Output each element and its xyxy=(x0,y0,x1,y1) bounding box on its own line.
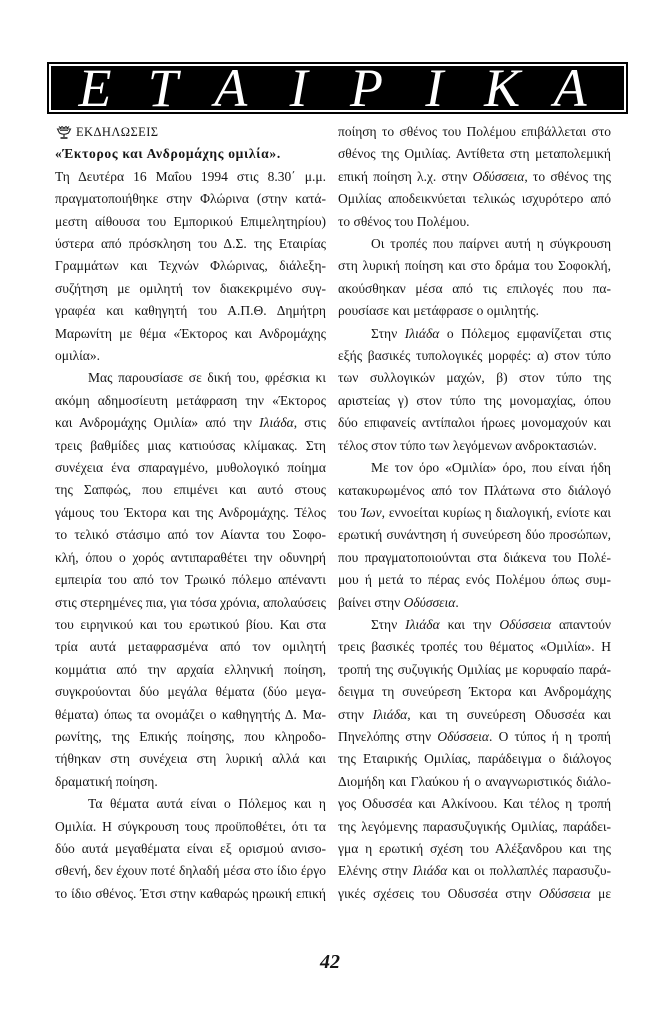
banner-letter: Κ xyxy=(484,58,521,118)
italic-work-title: Ιλιάδα xyxy=(259,415,294,431)
text-line: το ίδιο σθένος. Έτσι στην καθαρώς ηρωική επική xyxy=(55,885,326,901)
text-run: και την xyxy=(439,616,500,632)
text-line: του ειρηνικού και του ερωτικού βίου. Και στα xyxy=(55,616,326,632)
italic-work-title: Οδύσσεια xyxy=(538,885,591,901)
text-line: τρία αυτά μεταφρασμένα από τον ομιλητή xyxy=(55,639,326,655)
text-run: στην xyxy=(338,706,373,722)
banner-letter: Ε xyxy=(78,58,112,118)
text-run: , εννοείται κυρίως η διαλογική, ενίοτε και xyxy=(381,504,611,520)
text-line: ρωνίτης, της Επικής ποίησης, που κληροδο- xyxy=(55,728,326,744)
text-line xyxy=(55,412,326,434)
text-line: μου ή μετά το πέρας ενός Πολέμου όπως συμ- xyxy=(338,572,611,588)
text-run: του xyxy=(338,504,361,520)
text-line: Τα θέματα αυτά είναι ο Πόλεμος και η xyxy=(88,796,326,812)
text-line: κατακυρωμένος από τον Πλάτωνα στο διάλογό xyxy=(338,482,611,498)
chalice-icon xyxy=(55,125,73,140)
section-banner xyxy=(47,58,628,118)
text-line: δύο επιφανείς αντίπαλοι ήρωες μονομαχούν και xyxy=(338,415,611,431)
text-line: Με τον όρο «Ομιλία» όρο, που είναι ήδη xyxy=(371,460,611,476)
italic-work-title: Ιλιάδα xyxy=(405,616,440,632)
text-line: γάμους του Έκτορα και της Ανδρομάχης. Τέλος xyxy=(55,504,326,520)
text-line: ποίηση το σθένος του Πολέμου επιβάλλεται στο xyxy=(338,124,611,139)
paragraph xyxy=(338,457,611,614)
section-label-text: ΕΚΔΗΛΩΣΕΙΣ xyxy=(76,124,159,139)
text-line: που πραγματοποιούνται στα διάκενα του Πολέ- xyxy=(338,549,611,565)
banner-letter: Ι xyxy=(289,58,308,118)
text-line xyxy=(338,592,611,614)
banner-letter: Τ xyxy=(147,58,178,118)
text-run: επική ποίηση λ.χ. στην xyxy=(338,168,473,184)
text-line: της λεγόμενης παρασυζυγικής Ομιλίας, παράδει- xyxy=(338,818,611,834)
text-line: θέματα) όπως τα ονομάζει ο καθηγητής Δ. Μα- xyxy=(55,706,326,722)
text-line: Οι τροπές που παίρνει αυτή η σύγκρουση xyxy=(371,236,611,252)
text-line: δύο αυτά μεγαθέματα είναι εξ ορισμού ανισο- xyxy=(55,840,326,856)
text-line: τρεις βαθμίδες μιας κατιούσας κλίμακας. Στη xyxy=(55,437,326,453)
text-line: κλή, όπου ο χορός αντιπαραθέτει την οδυνηρή xyxy=(55,549,326,565)
text-run: Ελένης στην xyxy=(338,863,413,879)
right-column xyxy=(338,121,611,905)
banner-letter: Ι xyxy=(425,58,444,118)
text-run: βαίνει στην xyxy=(338,594,404,610)
text-line: στις στερημένες πια, για τόσα χρόνια, απολαύσεις xyxy=(55,594,326,610)
paragraph xyxy=(338,121,611,233)
text-line: δειγμα τη συνεύρεση Έκτορα και Ανδρομάχης xyxy=(338,684,611,700)
text-line: τρεις βασικές τροπές του θέματος «Ομιλία». Η xyxy=(338,639,611,655)
italic-work-title: Ιλιάδα xyxy=(404,325,440,341)
text-line: Ομιλίας αποδεικνύεται τελικώς ισχυρότερο από xyxy=(338,191,611,207)
text-line xyxy=(338,726,611,748)
italic-work-title: Οδύσσεια xyxy=(437,728,490,744)
text-line xyxy=(338,502,611,524)
text-line: των συλλογικών μαχών, β) στον τύπο της xyxy=(338,370,611,386)
banner-letter: Ρ xyxy=(349,58,383,118)
banner-letter: Α xyxy=(553,58,587,118)
text-line: δραματική ποίηση. xyxy=(55,773,158,789)
text-line: πραγματοποιήθηκε στην Φλώρινα (στην κατά- xyxy=(55,191,326,207)
text-line: τήθηκαν στη συνέχεια στη λυρική αλλά και xyxy=(55,751,326,767)
paragraph xyxy=(55,166,326,368)
italic-work-title: Οδύσσεια xyxy=(472,168,525,184)
paragraph xyxy=(55,793,326,905)
section-banner-title xyxy=(61,58,604,118)
text-run: ο Πόλεμος εμφανίζεται στις xyxy=(439,325,612,341)
text-line: εμπειρία του από τον Τρωικό πόλεμο απέναντι xyxy=(55,572,326,588)
text-run: Πηνελόπης στην xyxy=(338,728,438,744)
text-line: το σθένος του Πολέμου. xyxy=(338,213,470,229)
text-line: κομμάτια από την αρχαία ελληνική ποίηση, xyxy=(55,661,326,677)
text-line xyxy=(338,323,611,345)
text-run: . xyxy=(455,594,459,610)
text-line: εξής βασικές τυπολογικές μορφές: α) στον τύπο xyxy=(338,348,611,364)
italic-work-title: Ιλιάδα xyxy=(372,706,408,722)
text-line xyxy=(338,704,611,726)
text-line: το τελικό στάσιμο από τον Αίαντα του Σοφο- xyxy=(55,527,326,543)
italic-work-title: Ιλιάδα xyxy=(412,863,448,879)
text-run: απαντούν xyxy=(551,616,611,632)
text-run: με xyxy=(590,885,611,901)
text-line: της Εταιρικής Ομιλίας, παράδειγμα ο διάλογος xyxy=(338,751,611,767)
text-run: γικές σχέσεις του Οδυσσέα στην xyxy=(338,885,539,901)
text-line: γραφέα και καθηγητή του Α.Π.Θ. Δημήτρη xyxy=(55,303,326,319)
text-line: γμα η ερωτική σχέση του Αλέξανδρου και της xyxy=(338,841,611,856)
text-line: μεστη αίθουσα του Εμπορικού Επιμελητηρίου) xyxy=(55,213,326,229)
text-line: Ομιλία. Η σύγκρουση τους προϋποθέτει, ότι τα xyxy=(55,818,326,834)
italic-work-title: Οδύσσεια xyxy=(403,594,456,610)
text-line: ερωτική συνάντηση ή συνεύρεση δύο προσώπων, xyxy=(338,527,611,543)
text-line: ακόμη αδημοσίευτη μετάφραση την «Έκτορος xyxy=(55,392,326,408)
text-line: σθενή, δεν έχουν ποτέ δηλαδή μέσα στο ίδιο έργο xyxy=(55,863,326,879)
paragraph xyxy=(338,323,611,457)
text-line: τροπή της συζυγικής Ομιλίας με κορυφαίο παρά- xyxy=(338,661,611,677)
text-line: Τη Δευτέρα 16 Μαΐου 1994 στις 8.30΄ μ.μ. xyxy=(55,168,326,184)
text-line: Μας παρουσίασε σε δική του, φρέσκια κι xyxy=(88,370,326,386)
text-line: γος Οδυσσέα και Αλκίνοου. Και τέλος η τροπή xyxy=(338,796,611,812)
text-line: συνέχεια ένα σπαραγμένο, μυθολογικό ποίημα xyxy=(55,460,326,476)
text-line: συγκρούονται δύο μεγάλα θέματα (δύο μεγα- xyxy=(55,684,326,700)
text-run: Στην xyxy=(371,616,406,632)
text-run: και Ανδρομάχης Ομιλία» από την xyxy=(55,415,260,431)
paragraph xyxy=(338,614,611,905)
text-line: Μαρωνίτη με θέμα «Έκτορος και Ανδρομάχης xyxy=(55,325,326,341)
page-number: 42 xyxy=(320,951,340,973)
text-line: ρουσίασε και μετάφρασε ο ομιλητής. xyxy=(338,303,540,319)
paragraph xyxy=(338,233,611,323)
left-column xyxy=(55,121,326,905)
text-line: συζήτηση με ομιλητή τον διακεκριμένο συγ- xyxy=(55,280,326,296)
text-line xyxy=(338,166,611,188)
text-line xyxy=(338,860,611,882)
article-title: «Έκτορος και Ανδρομάχης ομιλία». xyxy=(55,146,281,162)
text-line xyxy=(338,614,611,636)
text-run: , το σθένος της xyxy=(524,168,611,184)
italic-work-title: Ίων xyxy=(360,504,382,520)
text-line: τέλος στον τύπο των λεγόμενων ανδροκτασιών. xyxy=(338,437,597,453)
text-line: ομιλία». xyxy=(55,348,100,364)
text-line: της Σαπφώς, που επιμένει και αυτό στους xyxy=(55,482,326,498)
text-run: , και τη συνεύρεση Οδυσσέα και xyxy=(407,706,611,722)
banner-letter: Α xyxy=(214,58,248,118)
text-run: και οι πολλαπλές παρασυζυ- xyxy=(447,863,611,879)
text-line: ύστερα από πρόσκληση του Δ.Σ. της Εταιρίας xyxy=(55,236,326,252)
text-line: Διομήδη και Γλαύκου ή ο αναγνωριστικός διάλο- xyxy=(338,773,611,789)
text-line: ακούσθηκαν μέσα από τις επιλογές που πα- xyxy=(338,280,611,296)
text-run: Στην xyxy=(371,325,405,341)
text-line: στη λυρική ποίηση και στο δράμα του Σοφοκλή, xyxy=(338,258,611,274)
section-label xyxy=(55,121,326,143)
text-line: σθένος της Ομιλίας. Αντίθετα στη μεταπολεμική xyxy=(338,146,611,162)
italic-work-title: Οδύσσεια xyxy=(499,616,552,632)
text-run: , στις xyxy=(293,415,326,431)
text-line: αριστείας γ) στον τύπο της μονομαχίας, όπου xyxy=(338,392,611,408)
text-run: . Ο τύπος ή η τροπή xyxy=(489,728,611,744)
banner-band xyxy=(51,58,624,118)
text-line: Γραμμάτων και Τεχνών Φλώρινας, διάλεξη- xyxy=(55,258,326,274)
text-line xyxy=(338,883,611,905)
paragraph xyxy=(55,367,326,793)
